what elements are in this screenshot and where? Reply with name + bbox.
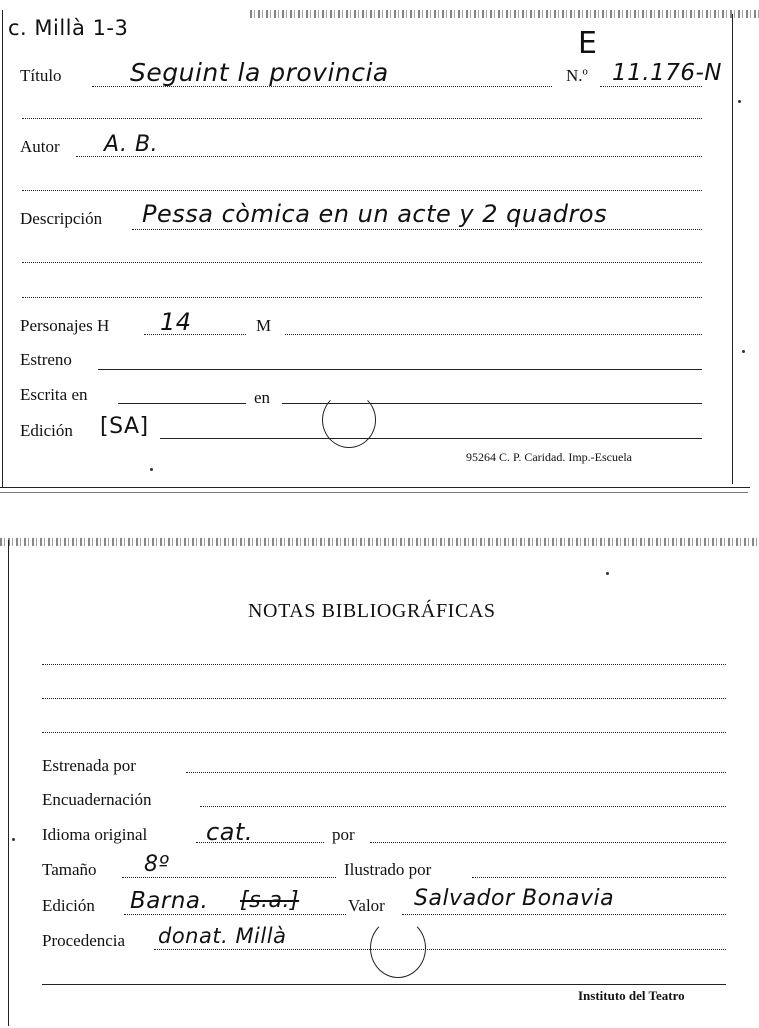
descripcion-extra-line-2 (22, 297, 702, 298)
speck (150, 468, 153, 471)
idioma-label: Idioma original (42, 825, 148, 844)
valor-label: Valor (348, 896, 385, 915)
titulo-extra-line (22, 118, 702, 119)
idioma-por-label: por (332, 825, 355, 844)
edicion-line (160, 438, 702, 439)
tamano-label: Tamaño (42, 860, 97, 879)
speck (738, 100, 741, 103)
escrita-line (118, 403, 246, 404)
back-edicion-label: Edición (42, 896, 95, 915)
back-edicion-struck-value: [s.a.] (240, 888, 300, 913)
notas-line-3 (42, 732, 726, 733)
descripcion-line (132, 229, 702, 230)
speck (742, 350, 745, 353)
estrenada-label: Estrenada por (42, 756, 136, 775)
encuadernacion-label: Encuadernación (42, 790, 152, 809)
tamano-value: 8º (144, 852, 170, 877)
autor-extra-line (22, 190, 702, 191)
estrenada-line (186, 772, 726, 773)
valor-value: Salvador Bonavia (414, 886, 615, 911)
autor-label: Autor (20, 137, 60, 156)
card-shadow-line (0, 492, 748, 493)
personajes-h-value: 14 (160, 308, 192, 336)
autor-value: A. B. (104, 132, 159, 157)
bottom-rule (42, 984, 726, 985)
escrita-en-label: en (254, 388, 271, 407)
titulo-label: Título (20, 66, 62, 85)
card-left-border (8, 540, 9, 1026)
autor-line (76, 156, 702, 157)
notas-line-1 (42, 664, 726, 665)
card-right-border (732, 14, 733, 484)
personajes-label: Personajes H (20, 316, 110, 335)
numero-value: 11.176-N (612, 60, 722, 86)
descripcion-extra-line-1 (22, 262, 702, 263)
corner-note: c. Millà 1-3 (8, 16, 129, 40)
card-edge-texture (0, 538, 759, 546)
card-edge-texture (250, 10, 759, 18)
edicion-label: Edición (20, 421, 73, 440)
procedencia-line (154, 949, 726, 950)
back-edicion-line (124, 914, 346, 915)
numero-line (600, 86, 702, 87)
numero-label: N.º (566, 66, 588, 85)
descripcion-value: Pessa còmica en un acte y 2 quadros (142, 200, 608, 228)
valor-line (402, 914, 726, 915)
card-left-border (2, 10, 3, 488)
idioma-value: cat. (206, 818, 253, 846)
card-bottom-border (0, 487, 750, 488)
personajes-m-line (285, 334, 702, 335)
speck (606, 572, 609, 575)
catalog-card-front (0, 0, 759, 500)
punch-hole (322, 392, 376, 448)
catalog-card-back (0, 538, 759, 1028)
titulo-value: Seguint la provincia (130, 58, 389, 87)
ilustrado-label: Ilustrado por (344, 860, 432, 879)
back-edicion-value: Barna. (130, 888, 209, 914)
estreno-line (98, 369, 702, 370)
speck (12, 838, 15, 841)
escrita-label: Escrita en (20, 385, 88, 404)
punch-hole (370, 918, 426, 978)
procedencia-label: Procedencia (42, 931, 126, 950)
estreno-label: Estreno (20, 350, 72, 369)
ilustrado-line (472, 877, 726, 878)
edicion-value: [SA] (100, 414, 149, 439)
notas-heading: NOTAS BIBLIOGRÁFICAS (248, 600, 496, 622)
encuadernacion-line (200, 806, 726, 807)
printer-imprint: 95264 C. P. Caridad. Imp.-Escuela (466, 450, 632, 464)
idioma-por-line (370, 842, 726, 843)
descripcion-label: Descripción (20, 209, 103, 228)
category-letter: E (578, 26, 598, 61)
institution-imprint: Instituto del Teatro (578, 988, 685, 1003)
notas-line-2 (42, 698, 726, 699)
procedencia-value: donat. Millà (158, 924, 287, 948)
tamano-line (122, 877, 336, 878)
personajes-m-label: M (256, 316, 272, 335)
